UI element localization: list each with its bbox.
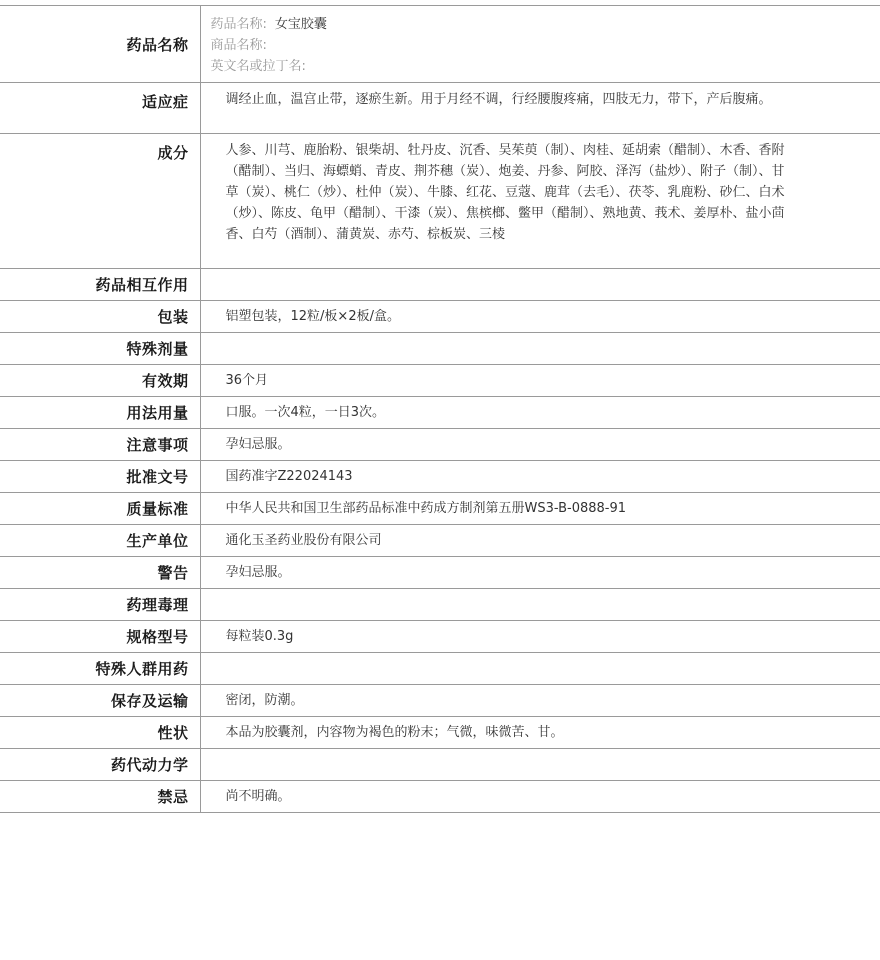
spec-label: 药品名称 — [0, 6, 200, 83]
spec-value: 铝塑包装，12粒/板×2板/盒。 — [200, 301, 880, 333]
spec-value — [200, 269, 880, 301]
spec-value — [200, 653, 880, 685]
spec-label: 规格型号 — [0, 621, 200, 653]
spec-label: 禁忌 — [0, 781, 200, 813]
spec-value: 口服。一次4粒，一日3次。 — [200, 397, 880, 429]
spec-label: 药代动力学 — [0, 749, 200, 781]
drug-name-block — [200, 6, 880, 83]
spec-row-manufacturer — [0, 525, 880, 557]
spec-row-interactions — [0, 269, 880, 301]
spec-label: 保存及运输 — [0, 685, 200, 717]
spec-label: 警告 — [0, 557, 200, 589]
spec-row-specification — [0, 621, 880, 653]
spec-label: 用法用量 — [0, 397, 200, 429]
spec-value: 每粒装0.3g — [200, 621, 880, 653]
spec-value — [200, 589, 880, 621]
spec-label: 注意事项 — [0, 429, 200, 461]
spec-row-ingredients — [0, 134, 880, 269]
spec-label: 包装 — [0, 301, 200, 333]
trade-name-line — [211, 35, 786, 56]
spec-row-warning — [0, 557, 880, 589]
spec-value: 密闭，防潮。 — [200, 685, 880, 717]
spec-row-contraindications — [0, 781, 880, 813]
spec-label: 批准文号 — [0, 461, 200, 493]
spec-value: 中华人民共和国卫生部药品标准中药成方制剂第五册WS3-B-0888-91 — [200, 493, 880, 525]
spec-row-special-populations — [0, 653, 880, 685]
spec-label: 特殊人群用药 — [0, 653, 200, 685]
spec-label: 适应症 — [0, 83, 200, 134]
spec-row-pharmacokinetics — [0, 749, 880, 781]
spec-label: 质量标准 — [0, 493, 200, 525]
spec-value — [200, 749, 880, 781]
generic-name-key: 药品名称: — [210, 17, 267, 32]
spec-value: 孕妇忌服。 — [200, 557, 880, 589]
spec-value: 调经止血，温宫止带，逐瘀生新。用于月经不调，行经腰腹疼痛，四肢无力，带下，产后腹痛。 — [200, 83, 880, 134]
english-name-key: 英文名或拉丁名: — [210, 59, 306, 74]
spec-row-special-dosage — [0, 333, 880, 365]
spec-label: 有效期 — [0, 365, 200, 397]
spec-label: 性状 — [0, 717, 200, 749]
spec-value: 尚不明确。 — [200, 781, 880, 813]
spec-label: 药品相互作用 — [0, 269, 200, 301]
spec-value: 36个月 — [200, 365, 880, 397]
spec-row-drug-name — [0, 6, 880, 83]
spec-row-indications — [0, 83, 880, 134]
spec-value — [200, 333, 880, 365]
spec-value: 国药准字Z22024143 — [200, 461, 880, 493]
spec-row-packaging — [0, 301, 880, 333]
spec-value: 孕妇忌服。 — [200, 429, 880, 461]
drug-spec-table — [0, 5, 880, 813]
spec-value: 本品为胶囊剂，内容物为褐色的粉末；气微，味微苦、甘。 — [200, 717, 880, 749]
spec-row-precautions — [0, 429, 880, 461]
spec-label: 药理毒理 — [0, 589, 200, 621]
spec-label: 特殊剂量 — [0, 333, 200, 365]
spec-label: 生产单位 — [0, 525, 200, 557]
spec-row-usage — [0, 397, 880, 429]
spec-value: 通化玉圣药业股份有限公司 — [200, 525, 880, 557]
spec-row-description — [0, 717, 880, 749]
spec-row-expiry — [0, 365, 880, 397]
spec-value: 人参、川芎、鹿胎粉、银柴胡、牡丹皮、沉香、吴茱萸（制）、肉桂、延胡索（醋制）、木香、香附（醋制）、当归、海螵蛸、青皮、荆芥穗（炭）、炮姜、丹参、阿胶、泽泻（盐炒）、附子（制）、甘草（炭）、桃仁（炒）、杜仲（炭）、牛膝、红花、豆蔻、鹿茸（去毛）、茯苓、乳鹿粉、砂仁、白术（炒）、陈皮、龟甲（醋制）、干漆（炭）、焦槟榔、鳖甲（醋制）、熟地黄、莪术、姜厚朴、盐小茴香、白芍（酒制）、蒲黄炭、赤芍、棕板炭、三棱 — [200, 134, 880, 269]
generic-name-value: 女宝胶囊 — [274, 17, 327, 32]
spec-row-quality-standard — [0, 493, 880, 525]
trade-name-key: 商品名称: — [210, 38, 267, 53]
generic-name-line — [211, 14, 786, 35]
spec-row-storage — [0, 685, 880, 717]
spec-label: 成分 — [0, 134, 200, 269]
english-name-line — [211, 56, 786, 77]
spec-row-pharmacology — [0, 589, 880, 621]
spec-row-approval-number — [0, 461, 880, 493]
